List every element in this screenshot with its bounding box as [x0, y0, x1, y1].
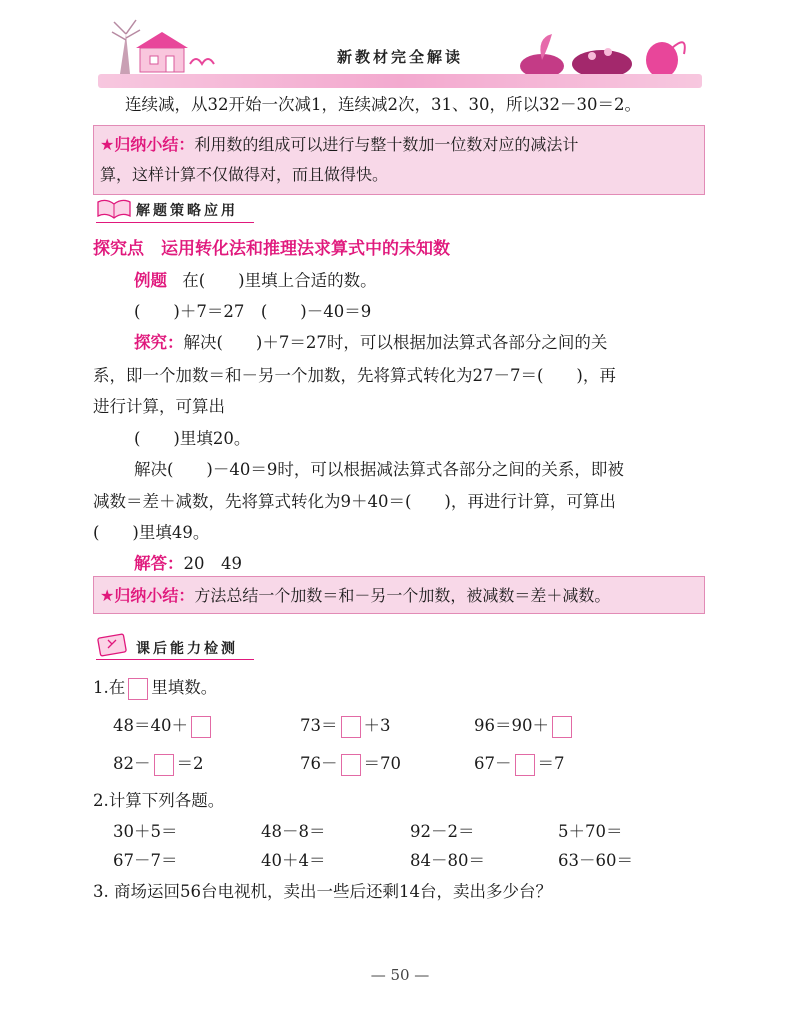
probe-line-3: 进行计算，可算出 — [93, 397, 225, 416]
answer-box[interactable] — [552, 716, 572, 738]
q2-item: 40＋4＝ — [261, 851, 326, 870]
q2-item: 84－80＝ — [410, 851, 485, 870]
answer-label: 解答： — [134, 554, 184, 573]
section-underline — [96, 222, 254, 223]
q1-title: 1.在 里填数。 — [93, 676, 217, 700]
summary-text: 方法总结一个加数＝和－另一个加数，被减数＝差＋减数。 — [194, 586, 611, 605]
q2-item: 30＋5＝ — [113, 822, 178, 841]
probe-line-5: 解决( )－40＝9时，可以根据减法算式各部分之间的关系，即被 — [134, 460, 624, 479]
summary-box-2 — [93, 576, 705, 614]
q1-item: 48＝40＋ — [113, 714, 214, 738]
summary-box-1 — [93, 125, 705, 195]
answer-box[interactable] — [154, 754, 174, 776]
page-number: — 50 — — [370, 966, 430, 984]
answer-box[interactable] — [341, 754, 361, 776]
header-band — [98, 74, 702, 88]
summary-tag: ★归纳小结： — [100, 586, 195, 605]
example-equations: ( )＋7＝27 ( )－40＝9 — [134, 302, 372, 321]
example-line — [134, 269, 377, 293]
answer-box[interactable] — [515, 754, 535, 776]
q2-item: 48－8＝ — [261, 822, 326, 841]
answer-box[interactable] — [191, 716, 211, 738]
q1-item: 67－ ＝7 — [474, 752, 565, 776]
probe-line-6: 减数＝差＋减数，先将算式转化为9＋40＝( )，再进行计算，可算出 — [93, 492, 616, 511]
q2-item: 92－2＝ — [410, 822, 475, 841]
probe-line-4: ( )里填20。 — [134, 429, 251, 448]
example-text: 在( )里填上合适的数。 — [182, 271, 377, 290]
summary-text-line2: 算，这样计算不仅做得对，而且做得快。 — [100, 165, 389, 184]
probe-label: 探究： — [134, 333, 184, 352]
section-title-strategy: 解题策略应用 — [136, 203, 238, 219]
intro-line: 连续减，从32开始一次减1，连续减2次，31、30，所以32－30＝2。 — [125, 95, 641, 114]
explore-heading: 探究点 运用转化法和推理法求算式中的未知数 — [93, 239, 450, 259]
answer-box-sample — [128, 678, 148, 700]
q3-text: 3. 商场运回56台电视机，卖出一些后还剩14台，卖出多少台？ — [93, 882, 552, 901]
q1-item: 73＝ ＋3 — [300, 714, 391, 738]
check-icon — [96, 632, 132, 662]
answer-value: 20 49 — [183, 554, 242, 573]
q1-item: 76－ ＝70 — [300, 752, 401, 776]
page-header-title: 新教材完全解读 — [336, 48, 463, 66]
probe-line-2: 系，即一个加数＝和－另一个加数，先将算式转化为27－7＝( )，再 — [93, 366, 616, 385]
summary-text-line1: 利用数的组成可以进行与整十数加一位数对应的减法计 — [194, 135, 579, 154]
q2-title: 2.计算下列各题。 — [93, 791, 225, 810]
q1-item: 82－ ＝2 — [113, 752, 204, 776]
probe-line-7: ( )里填49。 — [93, 523, 210, 542]
summary-tag: ★归纳小结： — [100, 135, 195, 154]
section-title-ability-test: 课后能力检测 — [136, 641, 238, 657]
probe-line-1: 探究：解决( )＋7＝27时，可以根据加法算式各部分之间的关 — [134, 333, 608, 352]
q2-item: 67－7＝ — [113, 851, 178, 870]
q2-item: 63－60＝ — [558, 851, 633, 870]
example-label: 例题 — [134, 271, 167, 290]
q1-item: 96＝90＋ — [474, 714, 575, 738]
answer-line — [134, 552, 242, 576]
q2-item: 5＋70＝ — [558, 822, 623, 841]
answer-box[interactable] — [341, 716, 361, 738]
book-icon — [96, 196, 132, 224]
section-underline — [96, 659, 254, 660]
